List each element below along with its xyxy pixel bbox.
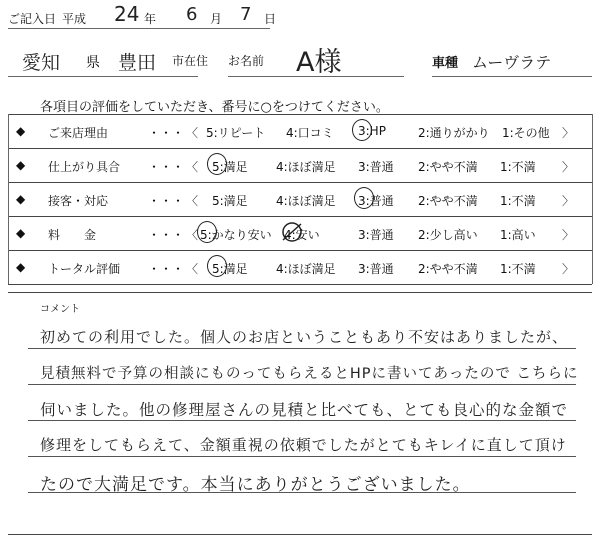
row-bullet: ◆	[16, 192, 26, 206]
option-3: 3:普通	[358, 262, 394, 276]
option-1: 1:その他	[502, 126, 550, 140]
car-label: 車種	[432, 56, 459, 71]
comment-ruled-line	[28, 348, 576, 349]
selected-circle	[197, 221, 217, 243]
day-unit: 日	[264, 12, 277, 26]
prefecture-label: 県	[86, 55, 100, 71]
era-label: 平成	[62, 12, 87, 26]
row-dots: ・・・	[148, 126, 185, 140]
option-5: 5:満足	[212, 262, 248, 276]
year-value: 24	[114, 2, 140, 26]
option-3: 3:HP	[358, 124, 386, 138]
row-label: 接客・対応	[48, 194, 109, 208]
row-open: 〈	[186, 160, 199, 174]
comment-ruled-line	[28, 456, 576, 457]
row-close: 〉	[562, 126, 575, 140]
entry-date-label: ご記入日	[8, 12, 57, 26]
customer-name: A様	[296, 47, 342, 78]
row-close: 〉	[562, 160, 575, 174]
row-label: ご来店理由	[48, 126, 109, 140]
comment-bottom-border	[8, 534, 592, 535]
month-unit: 月	[210, 12, 223, 26]
option-4: 4:ほぼ満足	[276, 160, 336, 174]
table-left-border	[8, 114, 9, 284]
rating-row-price	[8, 216, 592, 250]
month-value: 6	[186, 4, 198, 25]
rating-row-service	[8, 182, 592, 216]
comment-ruled-line	[28, 420, 576, 421]
table-right-border	[592, 114, 593, 284]
option-2: 2:通りがかり	[418, 126, 490, 140]
option-4: 4:ほぼ満足	[276, 194, 336, 208]
option-5: 5:満足	[212, 194, 248, 208]
row-bullet: ◆	[16, 226, 26, 240]
option-5: 5:満足	[212, 160, 248, 174]
selected-circle	[207, 255, 227, 277]
comment-line: 初めての利用でした。個人のお店ということもあり不安はありましたが、	[40, 328, 569, 346]
comment-ruled-line	[28, 384, 576, 385]
row-dots: ・・・	[148, 228, 185, 242]
comment-line: 伺いました。他の修理屋さんの見積と比べても、とても良心的な金額で	[40, 401, 569, 419]
option-2: 2:やや不満	[418, 194, 478, 208]
row-open: 〈	[186, 194, 199, 208]
option-2: 2:少し高い	[418, 228, 478, 242]
crossed-circle-mark	[280, 220, 304, 244]
row-label: トータル評価	[48, 262, 121, 276]
rating-row-finish	[8, 148, 592, 182]
row-dots: ・・・	[148, 194, 185, 208]
comment-line: たので大満足です。本当にありがとうございました。	[40, 475, 471, 495]
address-underline	[8, 76, 198, 77]
option-2: 2:やや不満	[418, 262, 478, 276]
comment-line: 修理をしてもらえて、金額重視の依頼でしたがとてもキレイに直して頂け	[40, 436, 567, 454]
name-underline	[228, 76, 404, 77]
selected-circle	[354, 187, 374, 209]
row-close: 〉	[562, 262, 575, 276]
option-1: 1:不満	[500, 194, 536, 208]
option-2: 2:やや不満	[418, 160, 478, 174]
row-label: 仕上がり具合	[48, 160, 121, 174]
date-underline	[8, 28, 270, 29]
comment-label: コメント	[40, 304, 80, 315]
table-bottom-border	[8, 284, 592, 285]
option-5: 5:かなり安い	[200, 228, 272, 242]
instruction-text: 各項目の評価をしていただき、番号に○をつけてください。	[40, 100, 389, 115]
row-dots: ・・・	[148, 160, 185, 174]
option-1: 1:不満	[500, 160, 536, 174]
option-1: 1:不満	[500, 262, 536, 276]
selected-circle	[207, 153, 227, 175]
comment-top-border	[8, 292, 592, 293]
selected-circle	[352, 119, 372, 141]
car-value: ムーヴラテ	[472, 53, 552, 72]
prefecture-value: 愛知	[22, 52, 61, 74]
row-bullet: ◆	[16, 158, 26, 172]
option-4: 4:口コミ	[286, 126, 334, 140]
car-underline	[432, 76, 592, 77]
day-value: 7	[240, 4, 252, 25]
option-1: 1:高い	[500, 228, 536, 242]
row-open: 〈	[186, 228, 199, 242]
option-4: 4:ほぼ満足	[276, 262, 336, 276]
comment-line: 見積無料で予算の相談にものってもらえるとHPに書いてあったので こちらに	[40, 366, 579, 382]
rating-row-total	[8, 250, 592, 284]
row-open: 〈	[186, 262, 199, 276]
option-3: 3:普通	[358, 228, 394, 242]
row-close: 〉	[562, 228, 575, 242]
row-dots: ・・・	[148, 262, 185, 276]
rating-row-visit-reason	[8, 114, 592, 148]
row-label: 料 金	[48, 228, 97, 242]
name-label: お名前	[228, 54, 265, 68]
row-bullet: ◆	[16, 260, 26, 274]
option-4: 4:安い	[284, 228, 320, 242]
option-3: 3:普通	[358, 194, 394, 208]
row-close: 〉	[562, 194, 575, 208]
city-value: 豊田	[118, 52, 157, 74]
option-5: 5:リピート	[206, 126, 266, 140]
year-unit: 年	[144, 12, 157, 26]
city-label: 市在住	[172, 54, 209, 68]
row-open: 〈	[186, 126, 199, 140]
option-3: 3:普通	[358, 160, 394, 174]
row-bullet: ◆	[16, 124, 26, 138]
